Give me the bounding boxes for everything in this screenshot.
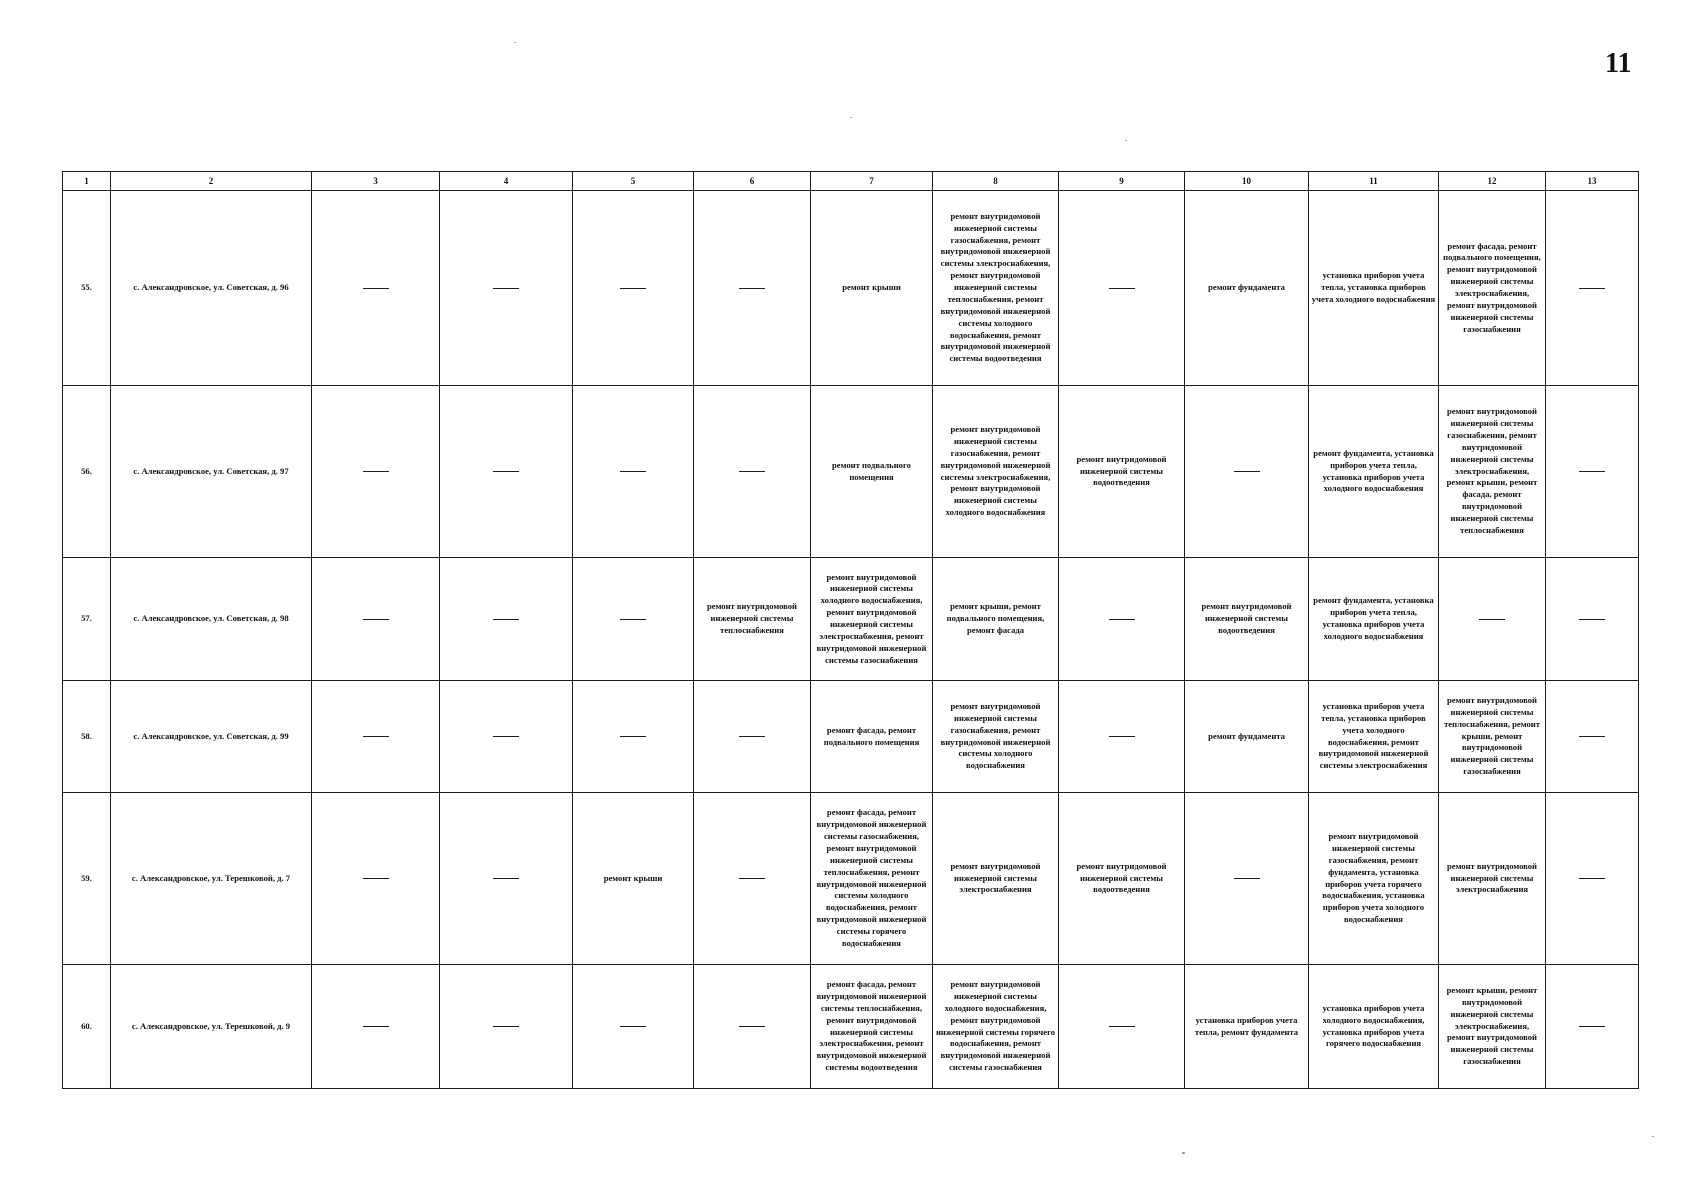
address-cell: с. Александровское, ул. Советская, д. 97 (111, 386, 312, 558)
cell-col-6: ремонт внутридомовой инженерной системы теплоснабжения (694, 558, 811, 681)
cell-col-11: ремонт фундамента, установка приборов учета тепла, установка приборов учета холодного водоснабжения (1309, 386, 1439, 558)
cell-col-10: установка приборов учета тепла, ремонт фундамента (1185, 965, 1309, 1089)
empty-dash (620, 1026, 646, 1027)
empty-dash (739, 878, 765, 879)
cell-col-11: ремонт внутридомовой инженерной системы газоснабжения, ремонт фундамента, установка приборов учета горячего водоснабжения, установка приборов учета холодного водоснабжения (1309, 793, 1439, 965)
address-cell: с. Александровское, ул. Терешковой, д. 7 (111, 793, 312, 965)
cell-col-3 (312, 965, 440, 1089)
cell-col-4 (440, 793, 573, 965)
cell-col-5 (573, 558, 694, 681)
row-number: 57. (63, 558, 111, 681)
cell-col-3 (312, 793, 440, 965)
address-cell: с. Александровское, ул. Терешковой, д. 9 (111, 965, 312, 1089)
cell-col-10: ремонт фундамента (1185, 191, 1309, 386)
cell-col-7: ремонт фасада, ремонт подвального помещения (811, 681, 933, 793)
column-number: 3 (312, 172, 440, 191)
table-row (63, 793, 1639, 965)
empty-dash (493, 619, 519, 620)
column-number: 11 (1309, 172, 1439, 191)
cell-col-9 (1059, 191, 1185, 386)
scan-speck (514, 42, 516, 43)
column-number: 5 (573, 172, 694, 191)
cell-col-10 (1185, 386, 1309, 558)
cell-col-8: ремонт внутридомовой инженерной системы электроснабжения (933, 793, 1059, 965)
empty-dash (620, 288, 646, 289)
cell-col-12: ремонт внутридомовой инженерной системы электроснабжения (1439, 793, 1546, 965)
address-cell: с. Александровское, ул. Советская, д. 99 (111, 681, 312, 793)
cell-col-9: ремонт внутридомовой инженерной системы водоотведения (1059, 386, 1185, 558)
table-row (63, 191, 1639, 386)
empty-dash (363, 736, 389, 737)
empty-dash (493, 471, 519, 472)
cell-col-4 (440, 191, 573, 386)
repair-plan-table (62, 171, 1639, 1089)
scan-speck (1652, 1136, 1654, 1137)
cell-col-7: ремонт внутридомовой инженерной системы холодного водоснабжения, ремонт внутридомовой инженерной системы электроснабжения, ремонт внутридомовой инженерной системы газоснабжения (811, 558, 933, 681)
cell-col-3 (312, 191, 440, 386)
cell-col-13 (1546, 793, 1639, 965)
empty-dash (1579, 736, 1605, 737)
empty-dash (1479, 619, 1505, 620)
cell-col-3 (312, 558, 440, 681)
empty-dash (493, 288, 519, 289)
empty-dash (1579, 619, 1605, 620)
cell-col-6 (694, 191, 811, 386)
cell-col-8: ремонт внутридомовой инженерной системы газоснабжения, ремонт внутридомовой инженерной системы электроснабжения, ремонт внутридомовой инженерной системы теплоснабжения, ремонт внутридомовой инженерной системы холодного водоснабжения, ремонт внутридомовой инженерной системы водоотведения (933, 191, 1059, 386)
empty-dash (363, 1026, 389, 1027)
scan-speck (1125, 140, 1127, 141)
cell-col-3 (312, 681, 440, 793)
cell-col-7: ремонт подвального помещения (811, 386, 933, 558)
address-cell: с. Александровское, ул. Советская, д. 98 (111, 558, 312, 681)
column-number: 9 (1059, 172, 1185, 191)
cell-col-9 (1059, 558, 1185, 681)
column-number: 4 (440, 172, 573, 191)
page-number: 11 (1605, 48, 1632, 79)
cell-col-6 (694, 793, 811, 965)
row-number: 56. (63, 386, 111, 558)
cell-col-8: ремонт внутридомовой инженерной системы холодного водоснабжения, ремонт внутридомовой инженерной системы горячего водоснабжения, ремонт внутридомовой инженерной системы газоснабжения (933, 965, 1059, 1089)
empty-dash (1579, 471, 1605, 472)
empty-dash (1109, 736, 1135, 737)
table-header (63, 172, 1639, 191)
column-number: 2 (111, 172, 312, 191)
cell-col-12: ремонт внутридомовой инженерной системы газоснабжения, ремонт внутридомовой инженерной системы электроснабжения, ремонт крыши, ремонт фасада, ремонт внутридомовой инженерной системы теплоснабжения (1439, 386, 1546, 558)
cell-col-8: ремонт крыши, ремонт подвального помещения, ремонт фасада (933, 558, 1059, 681)
column-number-row (63, 172, 1639, 191)
cell-col-6 (694, 386, 811, 558)
scan-speck (1182, 1152, 1185, 1154)
cell-col-6 (694, 681, 811, 793)
cell-col-5 (573, 965, 694, 1089)
cell-col-11: установка приборов учета тепла, установка приборов учета холодного водоснабжения, ремонт внутридомовой инженерной системы электроснабжения (1309, 681, 1439, 793)
empty-dash (620, 619, 646, 620)
cell-col-6 (694, 965, 811, 1089)
empty-dash (1109, 288, 1135, 289)
cell-col-13 (1546, 681, 1639, 793)
scan-speck (850, 117, 852, 118)
empty-dash (493, 736, 519, 737)
table-row (63, 681, 1639, 793)
cell-col-7: ремонт крыши (811, 191, 933, 386)
cell-col-12 (1439, 558, 1546, 681)
empty-dash (1579, 878, 1605, 879)
cell-col-12: ремонт фасада, ремонт подвального помещения, ремонт внутридомовой инженерной системы электроснабжения, ремонт внутридомовой инженерной системы газоснабжения (1439, 191, 1546, 386)
cell-col-8: ремонт внутридомовой инженерной системы газоснабжения, ремонт внутридомовой инженерной системы холодного водоснабжения (933, 681, 1059, 793)
empty-dash (739, 736, 765, 737)
empty-dash (620, 736, 646, 737)
cell-col-5: ремонт крыши (573, 793, 694, 965)
cell-col-13 (1546, 191, 1639, 386)
empty-dash (493, 878, 519, 879)
cell-col-5 (573, 191, 694, 386)
cell-col-4 (440, 558, 573, 681)
empty-dash (1579, 288, 1605, 289)
empty-dash (363, 471, 389, 472)
cell-col-3 (312, 386, 440, 558)
cell-col-11: установка приборов учета холодного водоснабжения, установка приборов учета горячего водоснабжения (1309, 965, 1439, 1089)
column-number: 6 (694, 172, 811, 191)
cell-col-9 (1059, 681, 1185, 793)
cell-col-4 (440, 681, 573, 793)
row-number: 55. (63, 191, 111, 386)
cell-col-10: ремонт внутридомовой инженерной системы водоотведения (1185, 558, 1309, 681)
table-body (63, 191, 1639, 1089)
column-number: 13 (1546, 172, 1639, 191)
empty-dash (739, 288, 765, 289)
cell-col-5 (573, 681, 694, 793)
cell-col-12: ремонт внутридомовой инженерной системы теплоснабжения, ремонт крыши, ремонт внутридомовой инженерной системы газоснабжения (1439, 681, 1546, 793)
column-number: 10 (1185, 172, 1309, 191)
address-cell: с. Александровское, ул. Советская, д. 96 (111, 191, 312, 386)
cell-col-10 (1185, 793, 1309, 965)
cell-col-8: ремонт внутридомовой инженерной системы газоснабжения, ремонт внутридомовой инженерной системы электроснабжения, ремонт внутридомовой инженерной системы холодного водоснабжения (933, 386, 1059, 558)
row-number: 59. (63, 793, 111, 965)
cell-col-13 (1546, 965, 1639, 1089)
column-number: 7 (811, 172, 933, 191)
empty-dash (363, 878, 389, 879)
table-row (63, 965, 1639, 1089)
table-row (63, 558, 1639, 681)
cell-col-4 (440, 965, 573, 1089)
empty-dash (1234, 471, 1260, 472)
cell-col-13 (1546, 386, 1639, 558)
cell-col-12: ремонт крыши, ремонт внутридомовой инженерной системы электроснабжения, ремонт внутридомовой инженерной системы газоснабжения (1439, 965, 1546, 1089)
row-number: 58. (63, 681, 111, 793)
empty-dash (1109, 619, 1135, 620)
column-number: 12 (1439, 172, 1546, 191)
empty-dash (1109, 1026, 1135, 1027)
cell-col-11: ремонт фундамента, установка приборов учета тепла, установка приборов учета холодного водоснабжения (1309, 558, 1439, 681)
cell-col-4 (440, 386, 573, 558)
empty-dash (363, 288, 389, 289)
cell-col-5 (573, 386, 694, 558)
cell-col-10: ремонт фундамента (1185, 681, 1309, 793)
cell-col-9: ремонт внутридомовой инженерной системы водоотведения (1059, 793, 1185, 965)
cell-col-9 (1059, 965, 1185, 1089)
column-number: 8 (933, 172, 1059, 191)
row-number: 60. (63, 965, 111, 1089)
empty-dash (739, 471, 765, 472)
cell-col-11: установка приборов учета тепла, установка приборов учета холодного водоснабжения (1309, 191, 1439, 386)
empty-dash (363, 619, 389, 620)
empty-dash (493, 1026, 519, 1027)
cell-col-7: ремонт фасада, ремонт внутридомовой инженерной системы теплоснабжения, ремонт внутридомовой инженерной системы электроснабжения, ремонт внутридомовой инженерной системы водоотведения (811, 965, 933, 1089)
empty-dash (620, 471, 646, 472)
empty-dash (1234, 878, 1260, 879)
table-row (63, 386, 1639, 558)
cell-col-7: ремонт фасада, ремонт внутридомовой инженерной системы газоснабжения, ремонт внутридомовой инженерной системы теплоснабжения, ремонт внутридомовой инженерной системы холодного водоснабжения, ремонт внутридомовой инженерной системы горячего водоснабжения (811, 793, 933, 965)
column-number: 1 (63, 172, 111, 191)
empty-dash (1579, 1026, 1605, 1027)
cell-col-13 (1546, 558, 1639, 681)
empty-dash (739, 1026, 765, 1027)
